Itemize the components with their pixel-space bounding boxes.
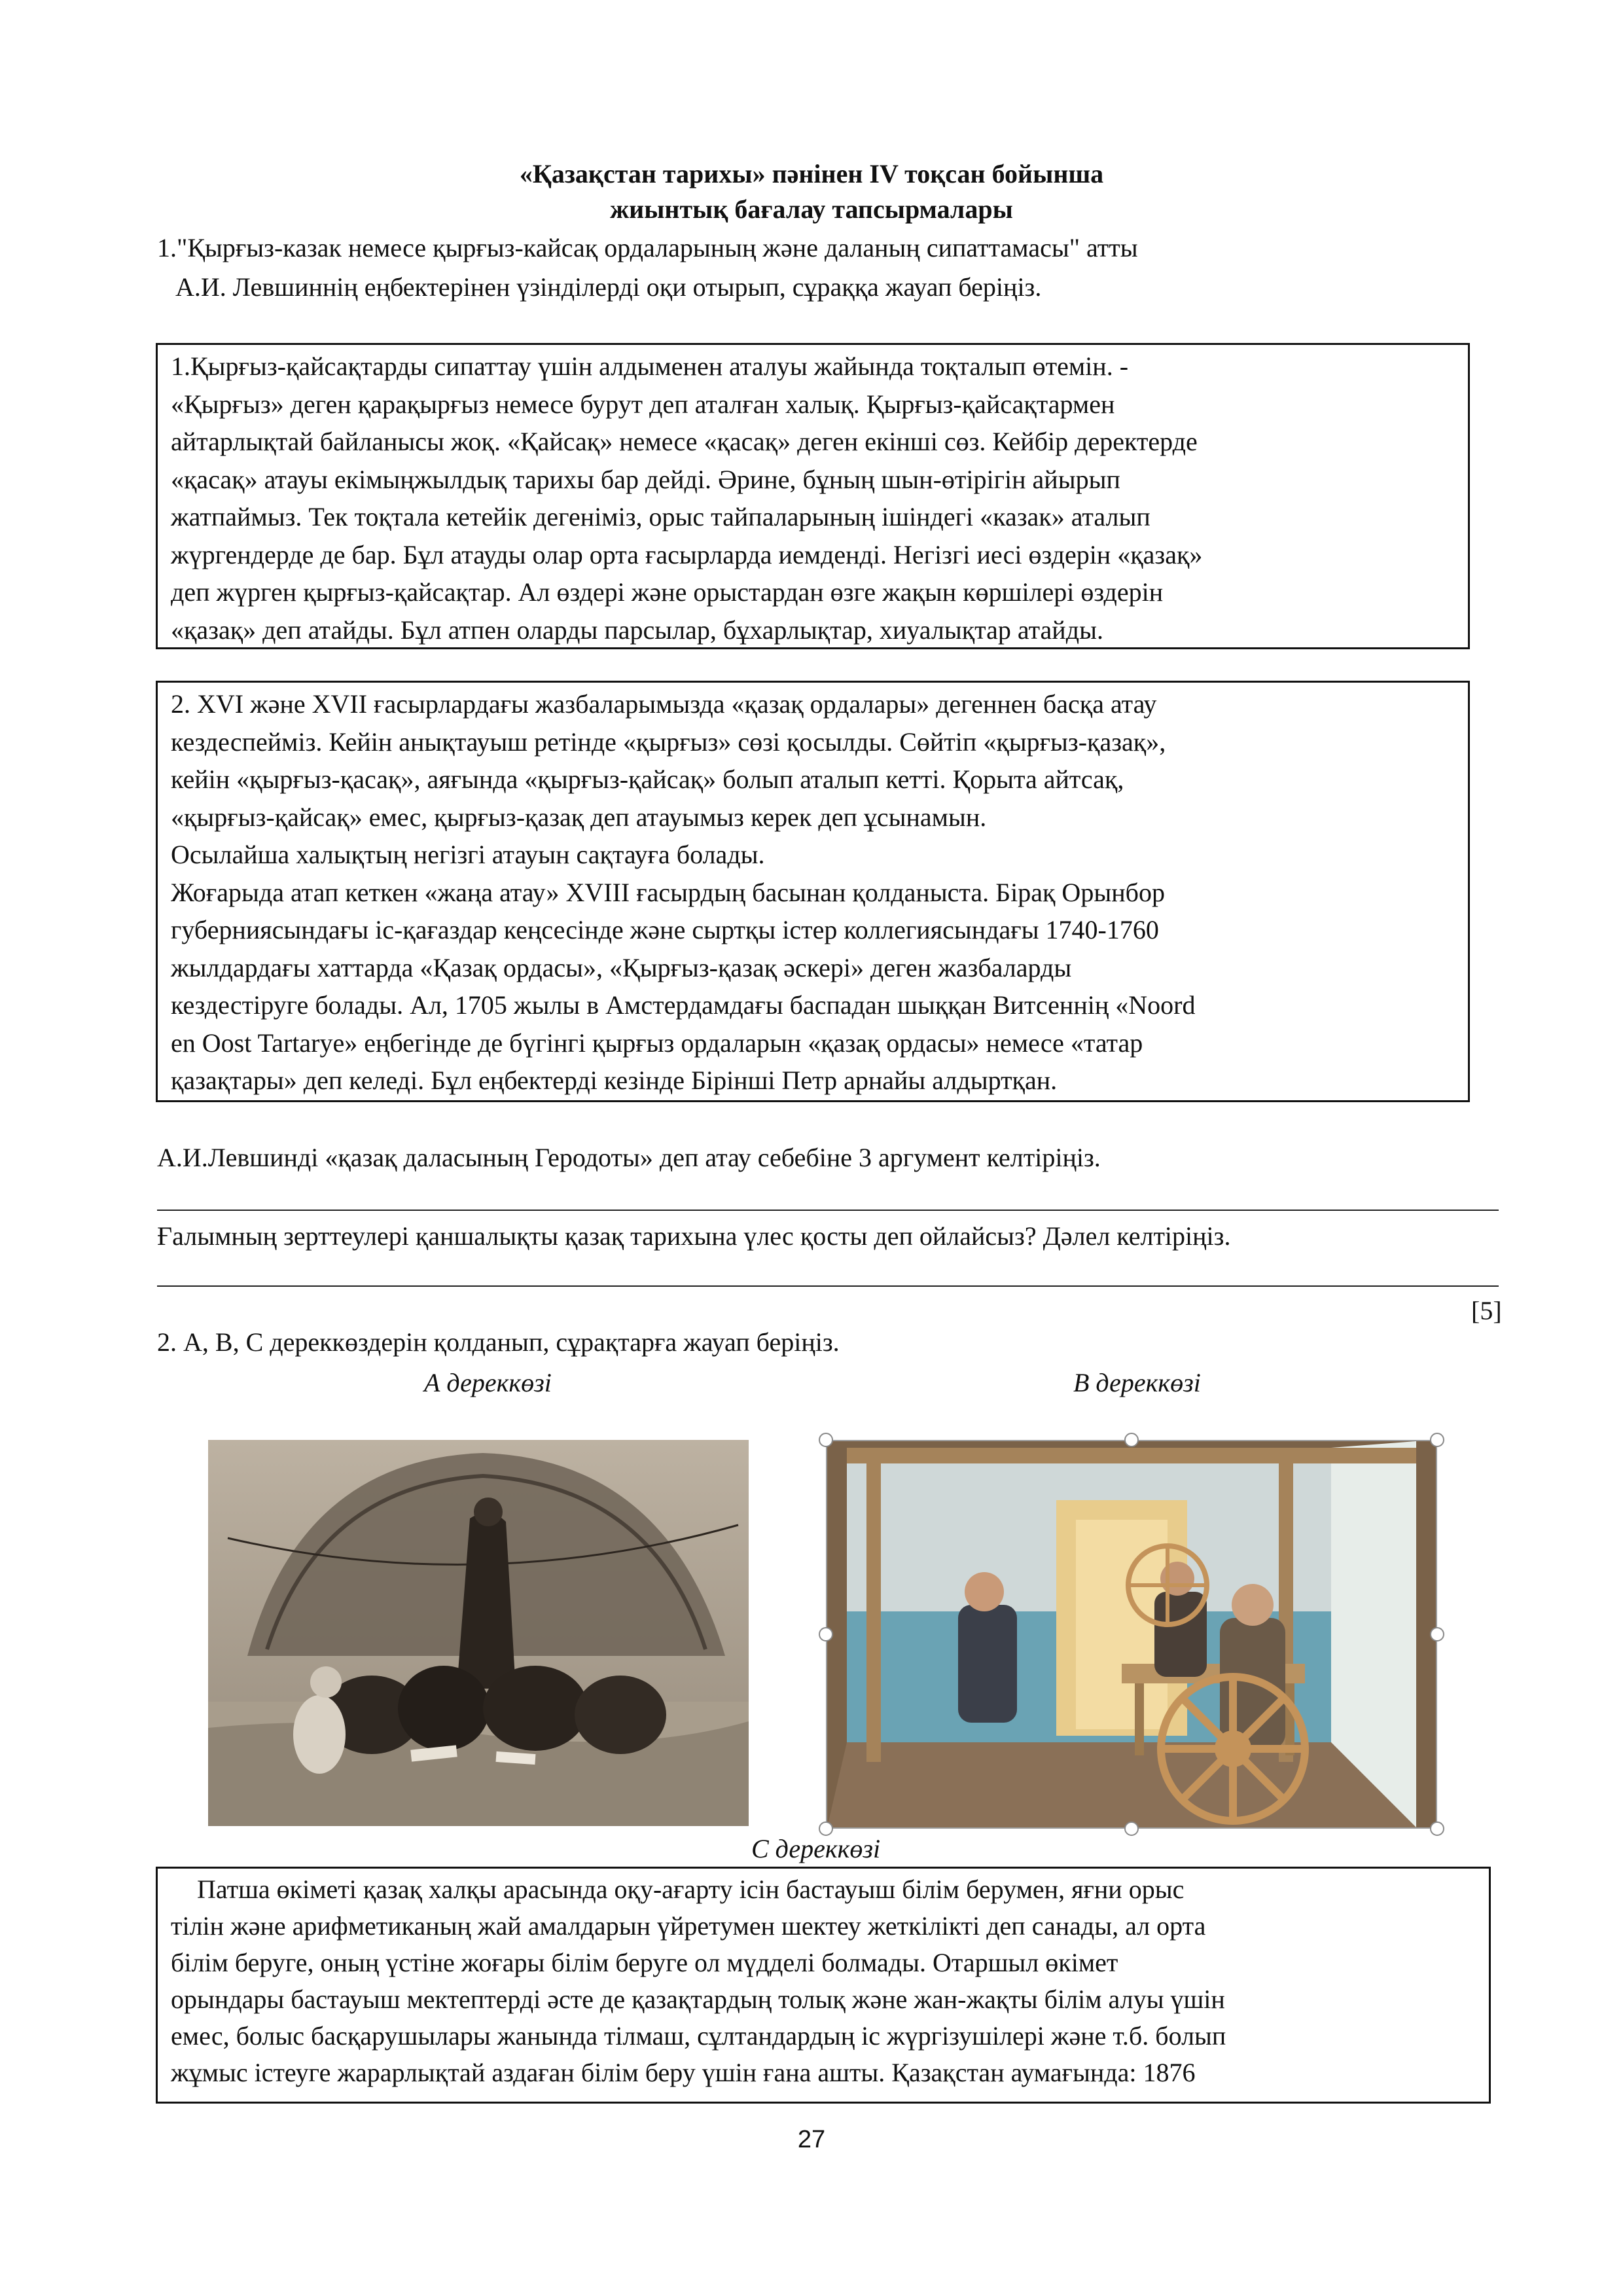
- excerpt2-line: 2. XVI және XVII ғасырлардағы жазбаларымызда «қазақ ордалары» дегеннен басқа атау: [171, 689, 1157, 719]
- excerpt1-line: деп жүрген қырғыз-қайсақтар. Ал өздері және орыстардан өзге жақын көршілері өздерін: [171, 577, 1164, 607]
- excerpt1-line: «қасақ» атауы екімыңжылдық тарихы бар дейді. Әрине, бұның шын-өтірігін айырып: [171, 464, 1120, 494]
- excerpt-box-2: [156, 681, 1470, 1102]
- question-1: А.И.Левшинді «қазақ даласының Геродоты» деп атау себебіне 3 аргумент келтіріңіз.: [157, 1143, 1101, 1172]
- source-c-line: емес, болыс басқарушылары жанында тілмаш, сұлтандардың іс жүргізушілері және т.б. болып: [171, 2021, 1226, 2051]
- source-a-photo: [208, 1440, 749, 1826]
- excerpt1-line: айтарлықтай байланысы жоқ. «Қайсақ» немесе «қасақ» деген екінші сөз. Кейбір деректерде: [171, 427, 1198, 456]
- excerpt2-line: en Oost Tartarye» еңбегінде де бүгінгі қырғыз ордаларын «қазақ ордасы» немесе «татар: [171, 1028, 1143, 1058]
- excerpt2-line: «қырғыз-қайсақ» емес, қырғыз-қазақ деп атауымыз керек деп ұсынамын.: [171, 802, 987, 832]
- source-c-line: білім беруге, оның үстіне жоғары білім беруге ол мүдделі болмады. Отаршыл өкімет: [171, 1948, 1118, 1977]
- source-c-caption: С дереккөзі: [751, 1834, 881, 1863]
- source-b-illustration: [827, 1441, 1436, 1827]
- resize-handle[interactable]: [1124, 1821, 1139, 1836]
- excerpt1-line: «Қырғыз» деген қарақырғыз немесе бурут деп аталған халық. Қырғыз-қайсақтармен: [171, 389, 1115, 419]
- excerpt1-line: жатпаймыз. Тек тоқтала кетейік дегеніміз, орыс тайпаларының ішіндегі «казак» аталып: [171, 502, 1150, 531]
- page-title: «Қазақстан тарихы» пәнінен IV тоқсан бойынша: [519, 159, 1104, 188]
- resize-handle[interactable]: [1430, 1821, 1444, 1836]
- resize-handle[interactable]: [819, 1433, 833, 1447]
- resize-handle[interactable]: [1430, 1433, 1444, 1447]
- resize-handle[interactable]: [1124, 1433, 1139, 1447]
- page-subtitle: жиынтық бағалау тапсырмалары: [610, 194, 1013, 224]
- marks-label: [5]: [1471, 1296, 1502, 1325]
- excerpt2-line: кейін «қырғыз-қасақ», аяғында «қырғыз-қайсақ» болып аталып кетті. Қорыта айтсақ,: [171, 764, 1124, 794]
- resize-handle[interactable]: [819, 1627, 833, 1641]
- source-c-line: тілін және арифметиканың жай амалдарын үйретумен шектеу жеткілікті деп санады, ал орта: [171, 1911, 1206, 1941]
- excerpt2-line: кездеспейміз. Кейін анықтауыш ретінде «қырғыз» сөзі қосылды. Сөйтіп «қырғыз-қазақ»,: [171, 726, 1166, 757]
- excerpt-box-1: [156, 343, 1470, 649]
- excerpt2-line: қазақтары» деп келеді. Бұл еңбектерді кезінде Бірінші Петр арнайы алдыртқан.: [171, 1066, 1058, 1095]
- source-c-line: жұмыс істеуге жарарлықтай аздаған білім беру үшін ғана ашты. Қазақстан аумағында: 1876: [171, 2058, 1196, 2087]
- excerpt2-line: жылдардағы хаттарда «Қазақ ордасы», «Қырғыз-қазақ әскері» деген жазбаларды: [171, 952, 1072, 982]
- excerpt2-line: кездестіруге болады. Ал, 1705 жылы в Амстердамдағы баспадан шыққан Витсеннің «Noord: [171, 990, 1196, 1020]
- excerpt2-line: Жоғарыда атап кеткен «жаңа атау» XVIII ғасырдың басынан қолданыста. Бірақ Орынбор: [171, 877, 1165, 907]
- task1-prompt-line2: А.И. Левшиннің еңбектерінен үзінділерді оқи отырып, сұраққа жауап беріңіз.: [175, 272, 1042, 302]
- excerpt2-line: губерниясындағы іс-қағаздар кеңсесінде және сыртқы істер коллегиясындағы 1740-1760: [171, 915, 1159, 944]
- question-2: Ғалымның зерттеулері қаншалықты қазақ тарихына үлес қосты деп ойлайсыз? Дәлел келтіріңіз.: [157, 1221, 1231, 1251]
- source-b-caption: В дереккөзі: [1073, 1368, 1201, 1397]
- excerpt2-line: Осылайша халықтың негізгі атауын сақтауға болады.: [171, 840, 765, 869]
- task2-prompt: 2. А, В, С дереккөздерін қолданып, сұрақтарға жауап беріңіз.: [157, 1327, 840, 1357]
- answer-line-1[interactable]: [157, 1210, 1499, 1211]
- source-c-line: Патша өкіметі қазақ халқы арасында оқу-ағарту ісін бастауыш білім берумен, яғни орыс: [197, 1874, 1185, 1904]
- page-number: 27: [797, 2126, 826, 2153]
- resize-handle[interactable]: [1430, 1627, 1444, 1641]
- answer-line-2[interactable]: [157, 1285, 1499, 1287]
- task1-prompt-line1: 1."Қырғыз-казак немесе қырғыз-кайсақ ордаларының және даланың сипаттамасы" атты: [157, 233, 1138, 262]
- excerpt1-line: жүргендерде де бар. Бұл атауды олар орта ғасырларда иемденді. Негізгі иесі өздерін «қазақ»: [171, 539, 1203, 569]
- source-c-box: [156, 1867, 1491, 2104]
- source-b-photo: [826, 1440, 1437, 1829]
- excerpt1-line: 1.Қырғыз-қайсақтарды сипаттау үшін алдыменен аталуы жайында тоқталып өтемін. -: [171, 351, 1129, 381]
- source-a-caption: А дереккөзі: [424, 1368, 552, 1397]
- excerpt1-line: «қазақ» деп атайды. Бұл атпен оларды парсылар, бұхарлықтар, хиуалықтар атайды.: [171, 615, 1103, 645]
- source-a-illustration: [208, 1440, 749, 1826]
- source-c-line: орындары бастауыш мектептерді әсте де қазақтардың толық және жан-жақты білім алуы үшін: [171, 1984, 1225, 2014]
